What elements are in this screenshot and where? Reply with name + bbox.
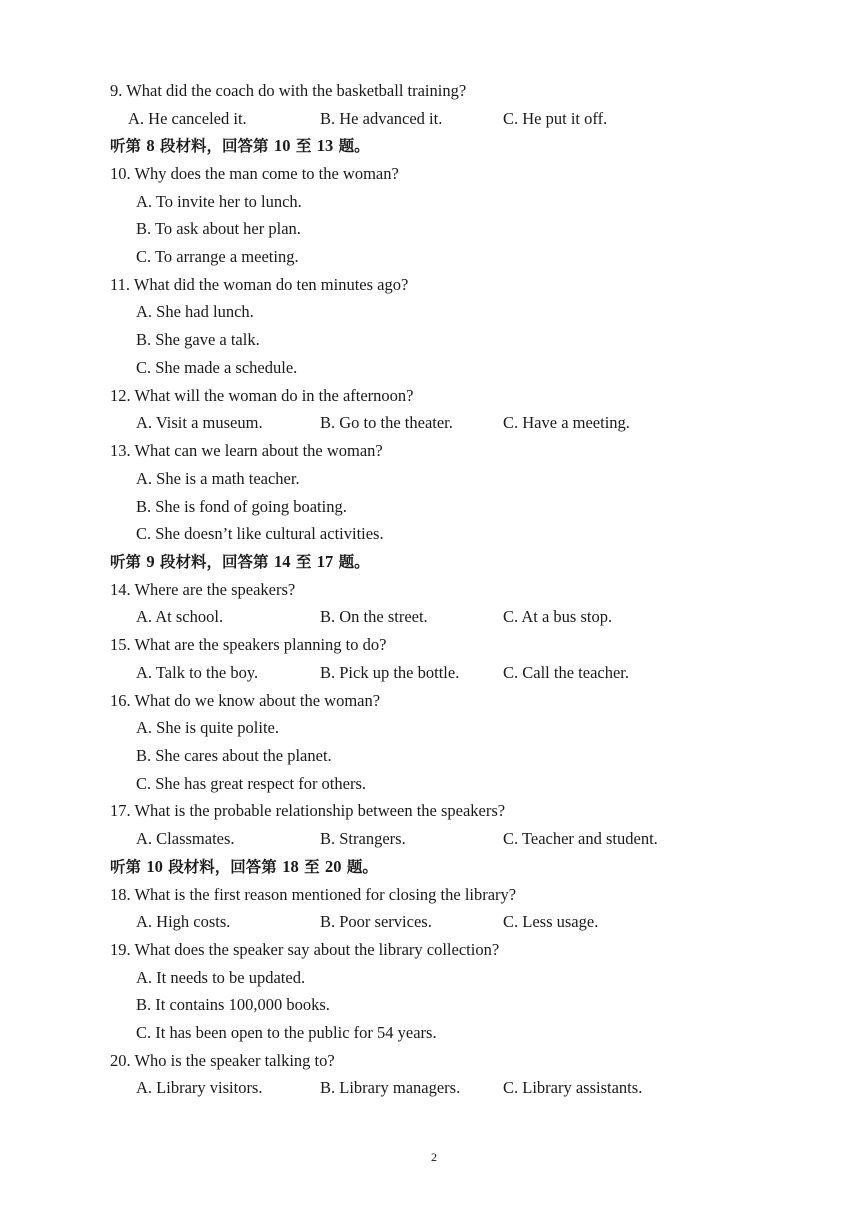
option-a: A. Visit a museum. [136, 413, 263, 432]
question-16: 16. What do we know about the woman? [110, 691, 381, 710]
question-15: 15. What are the speakers planning to do? [110, 635, 387, 654]
question-13: 13. What can we learn about the woman? [110, 441, 383, 460]
option-c: C. Teacher and student. [503, 829, 658, 848]
question-20: 20. Who is the speaker talking to? [110, 1051, 335, 1070]
option-a: A. She is quite polite. [136, 718, 279, 737]
option-b: B. She is fond of going boating. [136, 497, 347, 516]
options-row-20 [0, 1078, 868, 1098]
option-c: C. To arrange a meeting. [136, 247, 299, 266]
question-12: 12. What will the woman do in the afternoon? [110, 386, 414, 405]
option-a: A. Classmates. [136, 829, 235, 848]
option-c: C. She doesn’t like cultural activities. [136, 524, 384, 543]
option-b: B. Strangers. [320, 829, 406, 848]
option-b: B. She cares about the planet. [136, 746, 332, 765]
options-row-15 [0, 663, 868, 683]
option-c: C. Library assistants. [503, 1078, 643, 1097]
question-18: 18. What is the first reason mentioned for closing the library? [110, 885, 517, 904]
option-b: B. Pick up the bottle. [320, 663, 460, 682]
option-c: C. It has been open to the public for 54 years. [136, 1023, 437, 1042]
option-b: B. Poor services. [320, 912, 432, 931]
section-heading-10: 听第 10 段材料，回答第 18 至 20 题。 [110, 857, 378, 876]
options-row-12 [0, 413, 868, 433]
options-row-18 [0, 912, 868, 932]
option-a: A. Library visitors. [136, 1078, 263, 1097]
option-b: B. It contains 100,000 books. [136, 995, 330, 1014]
option-a: A. She had lunch. [136, 302, 254, 321]
question-11: 11. What did the woman do ten minutes ago? [110, 275, 409, 294]
option-a: A. Talk to the boy. [136, 663, 259, 682]
option-c: C. She made a schedule. [136, 358, 298, 377]
question-19: 19. What does the speaker say about the library collection? [110, 940, 500, 959]
question-17: 17. What is the probable relationship between the speakers? [110, 801, 506, 820]
option-c: C. Have a meeting. [503, 413, 630, 432]
options-row-9 [0, 109, 868, 129]
option-b: B. She gave a talk. [136, 330, 260, 349]
option-b: B. To ask about her plan. [136, 219, 301, 238]
option-a: A. To invite her to lunch. [136, 192, 302, 211]
option-a: A. She is a math teacher. [136, 469, 300, 488]
option-c: C. Call the teacher. [503, 663, 629, 682]
option-a: A. At school. [136, 607, 224, 626]
option-a: A. High costs. [136, 912, 231, 931]
section-heading-8: 听第 8 段材料，回答第 10 至 13 题。 [110, 136, 370, 155]
option-c: C. He put it off. [503, 109, 608, 128]
option-c: C. At a bus stop. [503, 607, 613, 626]
option-b: B. Library managers. [320, 1078, 461, 1097]
question-14: 14. Where are the speakers? [110, 580, 296, 599]
option-b: B. On the street. [320, 607, 428, 626]
option-c: C. She has great respect for others. [136, 774, 367, 793]
option-b: B. He advanced it. [320, 109, 443, 128]
question-10: 10. Why does the man come to the woman? [110, 164, 399, 183]
section-heading-9: 听第 9 段材料，回答第 14 至 17 题。 [110, 552, 370, 571]
option-a: A. It needs to be updated. [136, 968, 306, 987]
option-b: B. Go to the theater. [320, 413, 453, 432]
option-a: A. He canceled it. [128, 109, 247, 128]
question-9: 9. What did the coach do with the basketball training? [110, 81, 467, 100]
option-c: C. Less usage. [503, 912, 599, 931]
options-row-14 [0, 607, 868, 627]
options-row-17 [0, 829, 868, 849]
page-number: 2 [431, 1150, 437, 1164]
